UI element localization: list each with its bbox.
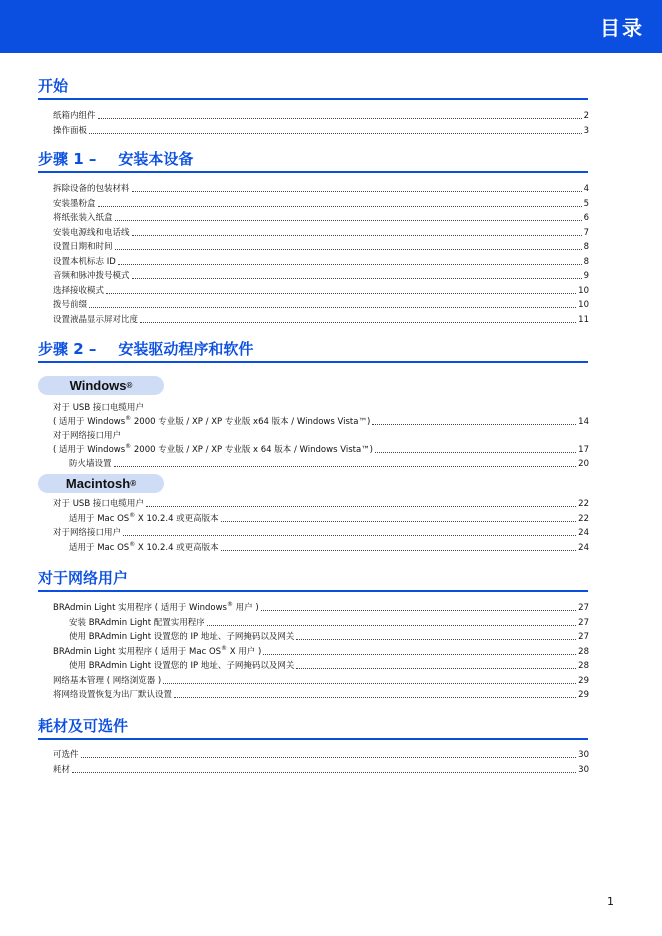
- toc-entry[interactable]: 拨号前缀 10: [53, 300, 589, 310]
- toc-entry[interactable]: ( 适用于 Windows® 2000 专业版 / XP / XP 专业版 x64 版本 / Windows Vista™) 14: [53, 415, 589, 427]
- dot-leader: [118, 264, 582, 265]
- toc-entry[interactable]: 对于 USB 接口电缆用户 22: [53, 499, 589, 509]
- toc-entry[interactable]: 防火墙设置 20: [69, 459, 589, 469]
- toc-entry[interactable]: 对于网络接口用户 24: [53, 528, 589, 538]
- toc-entry[interactable]: 选择接收模式 10: [53, 285, 589, 296]
- windows-platform-label: Windows ®: [38, 376, 164, 395]
- page-title: 目录: [600, 16, 644, 40]
- toc-entry[interactable]: 适用于 Mac OS® X 10.2.4 或更高版本 22: [69, 511, 589, 524]
- toc-entry[interactable]: 音频和脉冲拨号模式 9: [53, 271, 589, 281]
- dot-leader: [174, 697, 576, 698]
- section-title: 开始: [38, 77, 69, 95]
- toc-entry[interactable]: 将网络设置恢复为出厂默认设置 29: [53, 690, 589, 700]
- dot-leader: [221, 521, 576, 522]
- section-getting-started: [38, 76, 589, 136]
- section-title: 对于网络用户: [38, 569, 129, 587]
- dot-leader: [263, 654, 576, 655]
- toc-entry-heading: 对于 USB 接口电缆用户: [53, 403, 144, 413]
- dot-leader: [98, 118, 582, 119]
- section-step-1: [38, 149, 589, 325]
- dot-leader: [163, 683, 576, 684]
- dot-leader: [132, 191, 582, 192]
- toc-entry[interactable]: 可选件 30: [53, 750, 589, 760]
- section-header: [38, 339, 588, 363]
- dot-leader: [261, 610, 576, 611]
- toc-entry[interactable]: 安装墨粉盒 5: [53, 198, 589, 209]
- section-title: 步骤 1 – 安装本设备: [38, 150, 194, 168]
- dot-leader: [132, 278, 582, 279]
- toc-entry[interactable]: 拆除设备的包装材料 4: [53, 184, 589, 194]
- dot-leader: [296, 668, 576, 669]
- dot-leader: [89, 307, 576, 308]
- dot-leader: [221, 550, 576, 551]
- toc-entry[interactable]: 将纸张装入纸盒 6: [53, 213, 589, 223]
- header-banner: [0, 0, 662, 53]
- dot-leader: [207, 625, 576, 626]
- section-title: 步骤 2 – 安装驱动程序和软件: [38, 340, 254, 358]
- toc-entry[interactable]: BRAdmin Light 实用程序 ( 适用于 Windows® 用户 ) 27: [53, 601, 589, 613]
- section-step-2: [38, 339, 589, 553]
- section-header: [38, 716, 588, 740]
- dot-leader: [132, 235, 582, 236]
- toc-entry[interactable]: 网络基本管理 ( 网络浏览器 ) 29: [53, 675, 589, 686]
- toc-entry[interactable]: 设置日期和时间 8: [53, 242, 589, 252]
- toc-entry[interactable]: 适用于 Mac OS® X 10.2.4 或更高版本 24: [69, 540, 589, 553]
- toc-entry[interactable]: 使用 BRAdmin Light 设置您的 IP 地址、子网掩码以及网关 28: [69, 661, 589, 671]
- toc-entry[interactable]: 设置本机标志 ID 8: [53, 256, 589, 267]
- toc-entry[interactable]: BRAdmin Light 实用程序 ( 适用于 Mac OS® X 用户 ) 28: [53, 644, 589, 657]
- dot-leader: [72, 772, 576, 773]
- dot-leader: [106, 293, 576, 294]
- section-header: [38, 149, 588, 173]
- dot-leader: [98, 206, 582, 207]
- section-network-users: [38, 568, 589, 700]
- dot-leader: [123, 535, 576, 536]
- dot-leader: [89, 133, 582, 134]
- macintosh-platform-label: Macintosh ®: [38, 474, 164, 493]
- section-header: [38, 76, 588, 100]
- dot-leader: [375, 452, 576, 453]
- dot-leader: [115, 220, 582, 221]
- toc-entry[interactable]: 操作面板 3: [53, 126, 589, 136]
- section-header: [38, 568, 588, 592]
- toc-entry-heading: 对于网络接口用户: [53, 431, 122, 441]
- toc-entry[interactable]: ( 适用于 Windows® 2000 专业版 / XP / XP 专业版 x 64 版本 / Windows Vista™) 17: [53, 443, 589, 455]
- dot-leader: [140, 322, 576, 323]
- toc-entry[interactable]: 安装电源线和电话线 7: [53, 227, 589, 238]
- dot-leader: [296, 639, 576, 640]
- dot-leader: [115, 249, 582, 250]
- toc-entry[interactable]: 使用 BRAdmin Light 设置您的 IP 地址、子网掩码以及网关 27: [69, 632, 589, 642]
- dot-leader: [146, 506, 576, 507]
- section-title: 耗材及可选件: [38, 717, 129, 735]
- toc-entry[interactable]: 安装 BRAdmin Light 配置实用程序 27: [69, 617, 589, 628]
- toc-entry[interactable]: 耗材 30: [53, 765, 589, 775]
- dot-leader: [372, 424, 576, 425]
- toc-entry[interactable]: 设置液晶显示屏对比度 11: [53, 314, 589, 325]
- dot-leader: [81, 757, 577, 758]
- section-supplies-options: [38, 716, 589, 775]
- toc-entry[interactable]: 纸箱内组件 2: [53, 111, 589, 121]
- page-number: 1: [607, 895, 614, 908]
- dot-leader: [114, 466, 577, 467]
